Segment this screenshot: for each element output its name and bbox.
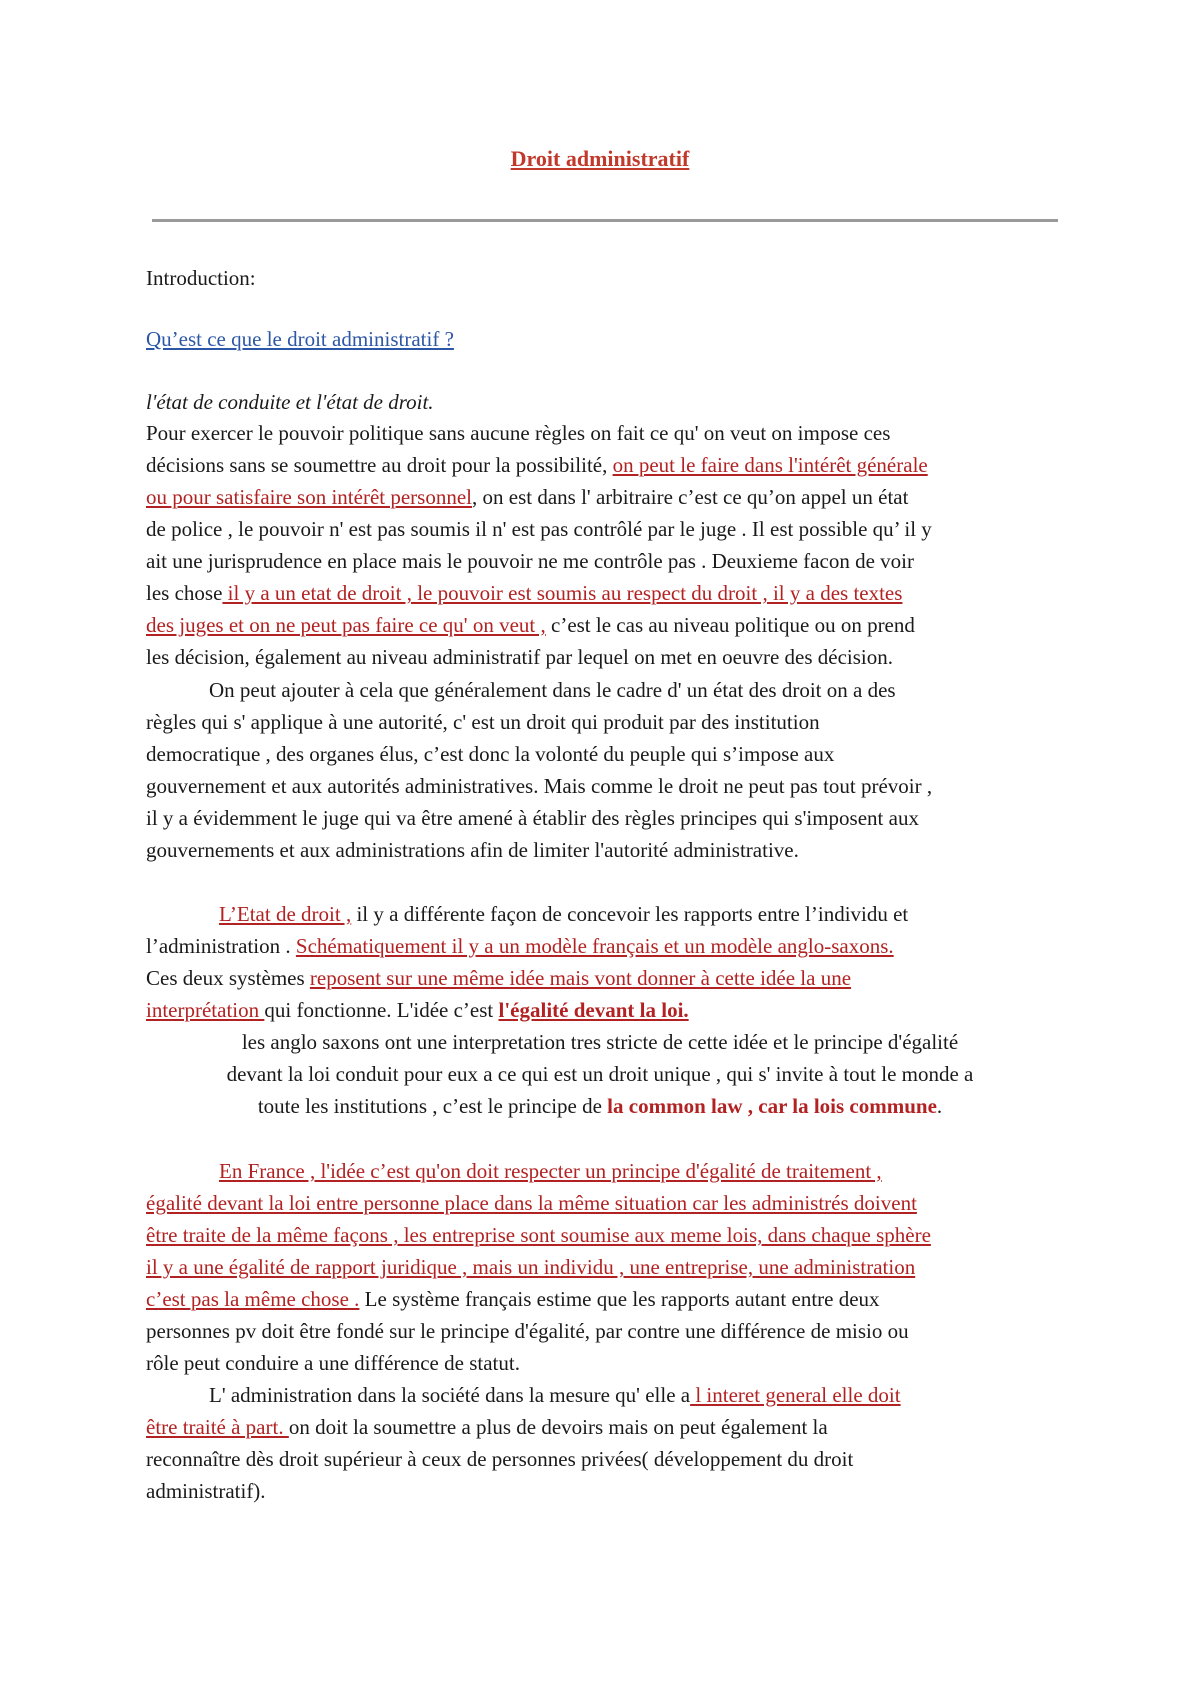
intro-label: Introduction:	[146, 266, 256, 290]
p3-line-5: les anglo saxons ont une interpretation tres stricte de cette idée et le principe d'égalité	[241, 1030, 959, 1054]
text-run: décisions sans se soumettre au droit pour la possibilité,	[146, 453, 613, 477]
text-run: Le système français estime que les rapports autant entre deux	[359, 1287, 880, 1311]
highlight-run: l interet general elle doit	[690, 1383, 901, 1407]
p5-line-4: administratif).	[146, 1479, 266, 1503]
highlight-run: des juges et on ne peut pas faire ce qu' on veut ,	[146, 613, 546, 637]
text-run: il y a différente façon de concevoir les rapports entre l’individu et	[351, 902, 909, 926]
p4-line-3: être traite de la même façons , les entreprise sont soumise aux meme lois, dans chaque sphère	[146, 1223, 931, 1247]
text-run: l’administration .	[146, 934, 296, 958]
document-title: Droit administratif	[510, 146, 690, 171]
p2-line-6: gouvernements et aux administrations afin de limiter l'autorité administrative.	[146, 838, 799, 862]
text-run: .	[936, 1094, 943, 1118]
highlight-run: Schématiquement il y a un modèle français et un modèle anglo-saxons.	[295, 934, 894, 958]
p4-line-7: rôle peut conduire a une différence de statut.	[146, 1351, 520, 1375]
p2-line-1: On peut ajouter à cela que généralement dans le cadre d' un état des droit on a des	[146, 678, 896, 702]
p2-line-2: règles qui s' applique à une autorité, c' est un droit qui produit par des institution	[146, 710, 820, 734]
p1-line-1: Pour exercer le pouvoir politique sans aucune règles on fait ce qu' on veut on impose ces	[146, 421, 891, 445]
p4-line-1: En France , l'idée c’est qu'on doit respecter un principe d'égalité de traitement ,	[219, 1159, 882, 1183]
p1-line-3	[146, 482, 908, 512]
text-run: , on est dans l' arbitraire c’est ce qu’on appel un état	[472, 485, 909, 509]
text-run: on doit la soumettre a plus de devoirs mais on peut également la	[288, 1415, 828, 1439]
p2-line-5: il y a évidemment le juge qui va être amené à établir des règles principes qui s'imposent aux	[146, 806, 919, 830]
p2-line-3: democratique , des organes élus, c’est donc la volonté du peuple qui s’impose aux	[146, 742, 835, 766]
p5-line-3: reconnaître dès droit supérieur à ceux de personnes privées( développement du droit	[146, 1447, 854, 1471]
p3-line-6: devant la loi conduit pour eux a ce qui est un droit unique , qui s' invite à tout le monde a	[226, 1062, 974, 1086]
p1-line-6	[146, 578, 902, 608]
highlight-run: ou pour satisfaire son intérêt personnel	[146, 485, 472, 509]
p3-line-3	[146, 963, 851, 993]
p1-line-5: ait une jurisprudence en place mais le pouvoir ne me contrôle pas . Deuxieme facon de voir	[146, 549, 914, 573]
bold-red-run: la common law , car la lois commune	[607, 1094, 937, 1118]
text-run: Ces deux systèmes	[146, 966, 310, 990]
highlight-run: interprétation	[146, 998, 265, 1022]
p3-line-2	[146, 931, 894, 961]
p1-line-7	[146, 610, 915, 640]
p5-line-2	[146, 1412, 828, 1442]
p3-line-7	[0, 1091, 1200, 1121]
highlight-bold-run: l'égalité devant la loi.	[498, 998, 689, 1022]
highlight-run: reposent sur une même idée mais vont donner à cette idée la une	[309, 966, 852, 990]
question-heading[interactable]: Qu’est ce que le droit administratif ?	[146, 327, 454, 351]
text-run: les chose	[146, 581, 223, 605]
p2-line-4: gouvernement et aux autorités administratives. Mais comme le droit ne peut pas tout prévoir ,	[146, 774, 933, 798]
p4-line-6: personnes pv doit être fondé sur le principe d'égalité, par contre une différence de misio ou	[146, 1319, 909, 1343]
p1-line-2	[146, 450, 928, 480]
highlight-run: être traité à part.	[146, 1415, 289, 1439]
text-run: toute les institutions , c’est le principe de	[257, 1094, 608, 1118]
p4-line-5	[146, 1284, 880, 1314]
p3-line-4	[146, 995, 689, 1025]
highlight-run: L’Etat de droit ,	[219, 902, 352, 926]
p1-line-8: les décision, également au niveau administratif par lequel on met en oeuvre des décision.	[146, 645, 893, 669]
p4-line-4: il y a une égalité de rapport juridique , mais un individu , une entreprise, une administration	[146, 1255, 916, 1279]
p5-line-1	[146, 1380, 901, 1410]
text-run: qui fonctionne. L'idée c’est	[264, 998, 499, 1022]
text-run: c’est le cas au niveau politique ou on prend	[545, 613, 915, 637]
text-run: L' administration dans la société dans la mesure qu' elle a	[146, 1383, 691, 1407]
p4-line-2: égalité devant la loi entre personne place dans la même situation car les administrés doivent	[146, 1191, 917, 1215]
section-heading: l'état de conduite et l'état de droit.	[146, 390, 434, 414]
highlight-run: on peut le faire dans l'intérêt générale	[612, 453, 928, 477]
title-divider	[152, 219, 1058, 222]
p3-line-1	[219, 899, 908, 929]
highlight-run: c’est pas la même chose .	[146, 1287, 360, 1311]
p1-line-4: de police , le pouvoir n' est pas soumis il n' est pas contrôlé par le juge . Il est possible qu’ il y	[146, 517, 932, 541]
highlight-run: il y a un etat de droit , le pouvoir est soumis au respect du droit , il y a des textes	[222, 581, 903, 605]
